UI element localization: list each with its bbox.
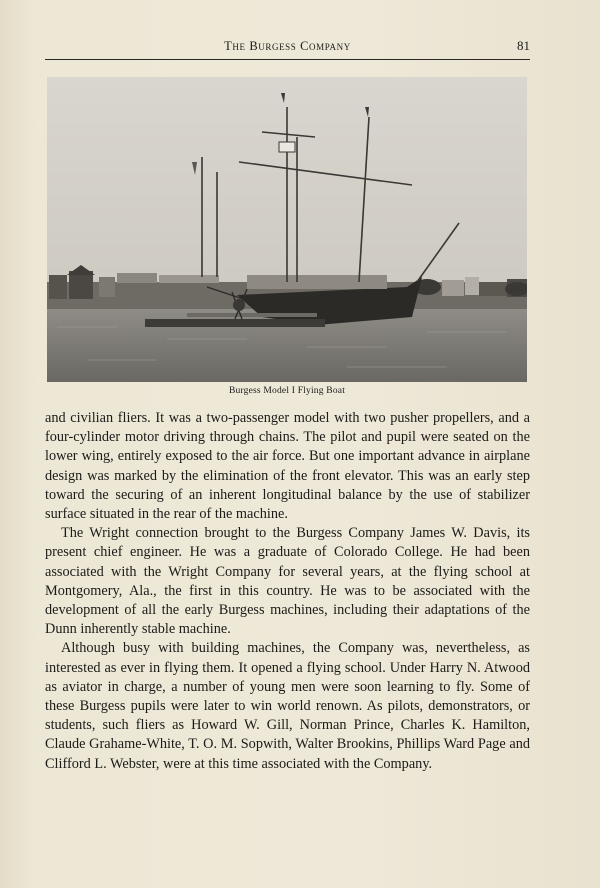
paragraph: The Wright connection brought to the Burgess Company James W. Davis, its present chief engineer. He was a graduate of Colorado College. He had been associated with the Wright Company for several years, at the flying school at Montgomery, Ala., the first in this country. He was to be associated with the development of all the early Burgess machines, including their adaptations of the Dunn inherently stable machine. — [45, 525, 530, 638]
photo-illustration — [47, 77, 527, 382]
header-rule — [45, 59, 530, 60]
running-title: The Burgess Company — [224, 39, 351, 53]
body-text — [45, 409, 530, 774]
paragraph: and civilian fliers. It was a two-passenger model with two pusher propellers, and a four-cylinder motor driving through chains. The pilot and pupil were seated on the lower wing, entirely exposed to the air force. But one important advance in airplane design was marked by the elimination of the front elevator. This was an early step toward the securing of an inherent longitudinal balance by the use of stabilizer surface situated in the rear of the machine. — [45, 410, 530, 523]
figure-caption: Burgess Model I Flying Boat — [228, 386, 346, 396]
flying-boat-photo — [47, 77, 527, 382]
page-header — [45, 38, 530, 58]
paragraph: Although busy with building machines, the Company was, nevertheless, as interested as ever in flying them. It opened a flying school. Under Harry N. Atwood as aviator in charge, a number of young men were soon learning to fly. Some of these Burgess pupils were later to win world renown. As pilots, demonstrators, or students, such fliers as Howard W. Gill, Norman Prince, Charles K. Hamilton, Claude Grahame-White, T. O. M. Sopwith, Walter Brookins, Phillips Ward Page and Clifford L. Webster, were at this time associated with the Company. — [45, 640, 530, 772]
page-number: 81 — [517, 38, 530, 53]
